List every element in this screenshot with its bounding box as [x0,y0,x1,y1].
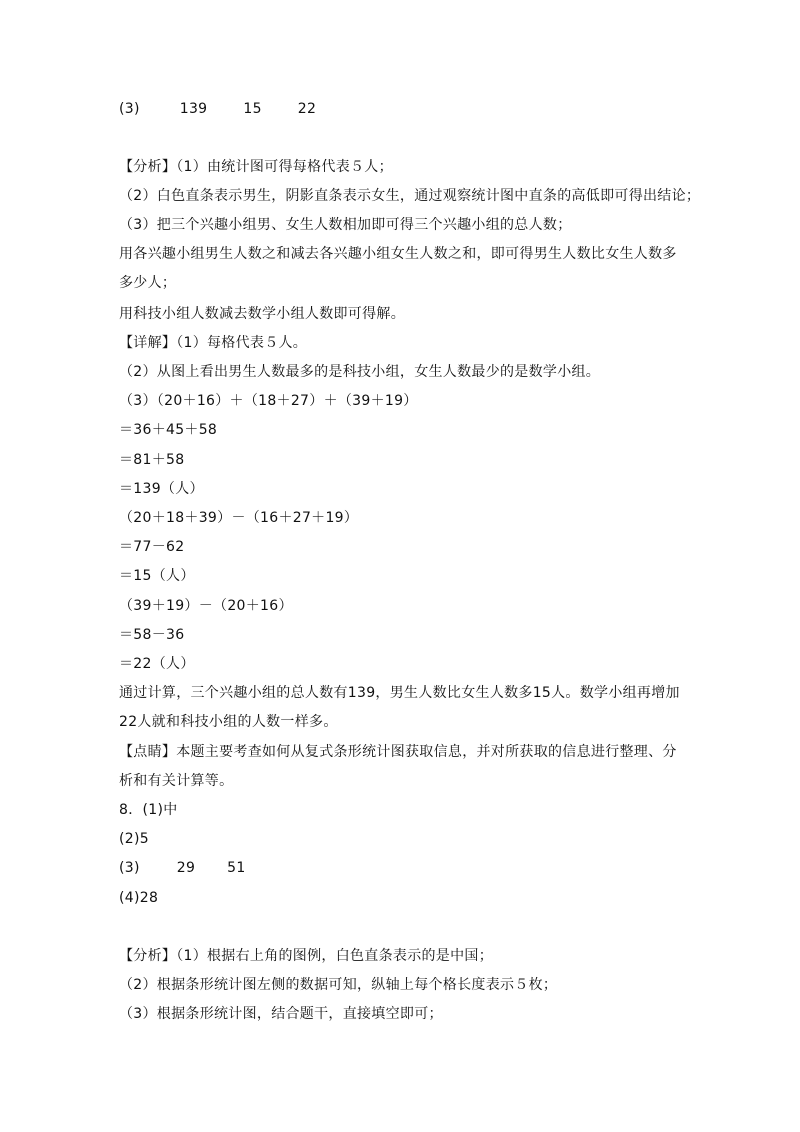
detail-line: ＝15（人） [119,568,195,584]
detail-line: ＝139（人） [119,481,204,497]
detail-line: （2）从图上看出男生人数最多的是科技小组，女生人数最少的是数学小组。 [119,364,601,380]
answer-label: (3) [119,860,140,876]
answer-value: 51 [227,860,246,876]
detail-line: 通过计算，三个兴趣小组的总人数有139，男生人数比女生人数多15人。数学小组再增加 [119,685,680,701]
detail-line: 【详解】（1）每格代表５人。 [119,335,308,351]
answer-value: 139 [179,101,208,117]
analysis-line: （3）根据条形统计图，结合题干，直接填空即可； [119,1006,443,1022]
detail-line: ＝77－62 [119,539,185,555]
detail-line: 22人就和科技小组的人数一样多。 [119,714,338,730]
answer-8-part-1: 8．(1)中 [119,802,178,818]
analysis-line: （2）白色直条表示男生，阴影直条表示女生，通过观察统计图中直条的高低即可得出结论； [119,188,701,204]
answer-7-part-3 [119,99,316,119]
detail-line: （20＋18＋39）－（16＋27＋19） [119,510,359,526]
detail-line: ＝81＋58 [119,452,185,468]
analysis-line: （3）把三个兴趣小组男、女生人数相加即可得三个兴趣小组的总人数； [119,217,572,233]
analysis-line: 多少人； [119,275,177,291]
analysis-line: （2）根据条形统计图左侧的数据可知，纵轴上每个格长度表示５枚； [119,977,558,993]
answer-8-part-2: (2)5 [119,831,149,847]
detail-line: （39＋19）－（20＋16） [119,598,293,614]
comment-line: 【点睛】本题主要考查如何从复式条形统计图获取信息，并对所获取的信息进行整理、分 [119,744,677,760]
analysis-line: 用科技小组人数减去数学小组人数即可得解。 [119,306,405,322]
answer-label: (3) [119,101,140,117]
analysis-line: 【分析】（1）由统计图可得每格代表５人； [119,159,393,175]
analysis-line: 【分析】（1）根据右上角的图例，白色直条表示的是中国； [119,948,494,964]
answer-8-part-4: (4)28 [119,890,159,906]
answer-value: 22 [297,101,317,117]
answer-value: 15 [243,101,262,117]
detail-line: ＝22（人） [119,656,195,672]
detail-line: ＝58－36 [119,627,185,643]
answer-8-part-3 [119,858,246,878]
answer-value: 29 [176,860,196,876]
detail-line: （3）（20＋16）＋（18＋27）＋（39＋19） [119,393,418,409]
comment-line: 析和有关计算等。 [119,773,234,789]
analysis-line: 用各兴趣小组男生人数之和减去各兴趣小组女生人数之和，即可得男生人数比女生人数多 [119,246,677,262]
detail-line: ＝36＋45＋58 [119,422,218,438]
